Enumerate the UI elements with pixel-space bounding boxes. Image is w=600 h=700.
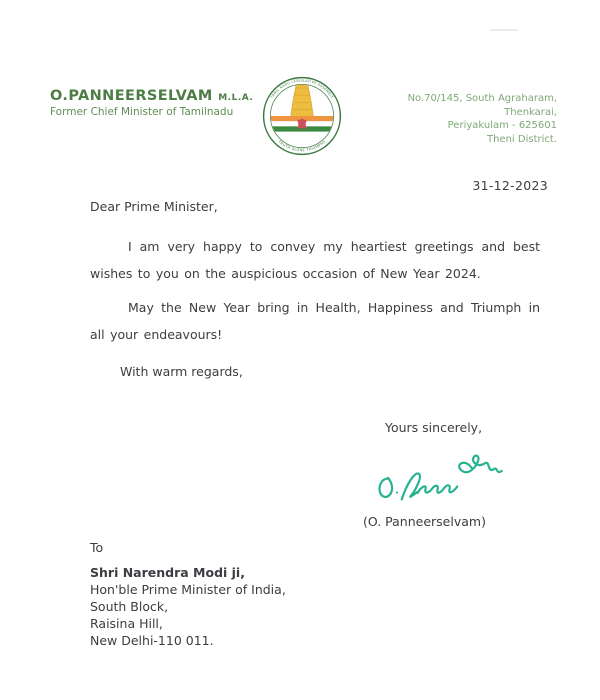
letterhead-name: [50, 88, 253, 104]
address-line: Periyakulam - 625601: [447, 120, 557, 131]
letter-date: 31-12-2023: [472, 178, 548, 193]
letterhead-name-text: O.PANNEERSELVAM: [50, 88, 213, 104]
recipient-line: South Block,: [90, 599, 169, 614]
recipient-line: New Delhi-110 011.: [90, 633, 214, 648]
address-line: No.70/145, South Agraharam,: [407, 93, 557, 104]
recipient-name: Shri Narendra Modi ji,: [90, 565, 245, 580]
letter-body: [90, 198, 540, 385]
address-line: Theni District.: [487, 133, 557, 145]
regards-line: With warm regards,: [120, 364, 243, 379]
recipient-line: Hon'ble Prime Minister of India,: [90, 582, 286, 597]
signatory-name: (O. Panneerselvam): [363, 514, 486, 529]
signature-ink: [367, 443, 517, 512]
letterhead-name-suffix: M.L.A.: [218, 93, 254, 103]
emblem-top-arc-text: TAMIL NADU LEGISLATIVE ASSEMBLY: [269, 78, 335, 100]
paragraph: I am very happy to convey my heartiest greetings and best wishes to you on the auspicious occasion of New Year 2024.: [90, 239, 540, 281]
tamilnadu-assembly-emblem-icon: [262, 76, 342, 156]
paragraph: May the New Year bring in Health, Happiness and Triumph in all your endeavours!: [90, 300, 540, 342]
salutation: Dear Prime Minister,: [90, 199, 218, 214]
address-line: Thenkarai,: [504, 106, 557, 118]
recipient-block: [90, 540, 286, 649]
ashoka-emblem-icon: [297, 119, 307, 129]
recipient-label: To: [90, 540, 104, 555]
closing-line: Yours sincerely,: [385, 420, 483, 435]
letterhead-address: [408, 92, 557, 146]
letterhead-title: Former Chief Minister of Tamilnadu: [50, 106, 234, 118]
scan-artifact: [490, 29, 518, 31]
recipient-line: Raisina Hill,: [90, 616, 163, 631]
emblem-bottom-arc-text: TRUTH ALONE TRIUMPHS: [277, 139, 327, 153]
